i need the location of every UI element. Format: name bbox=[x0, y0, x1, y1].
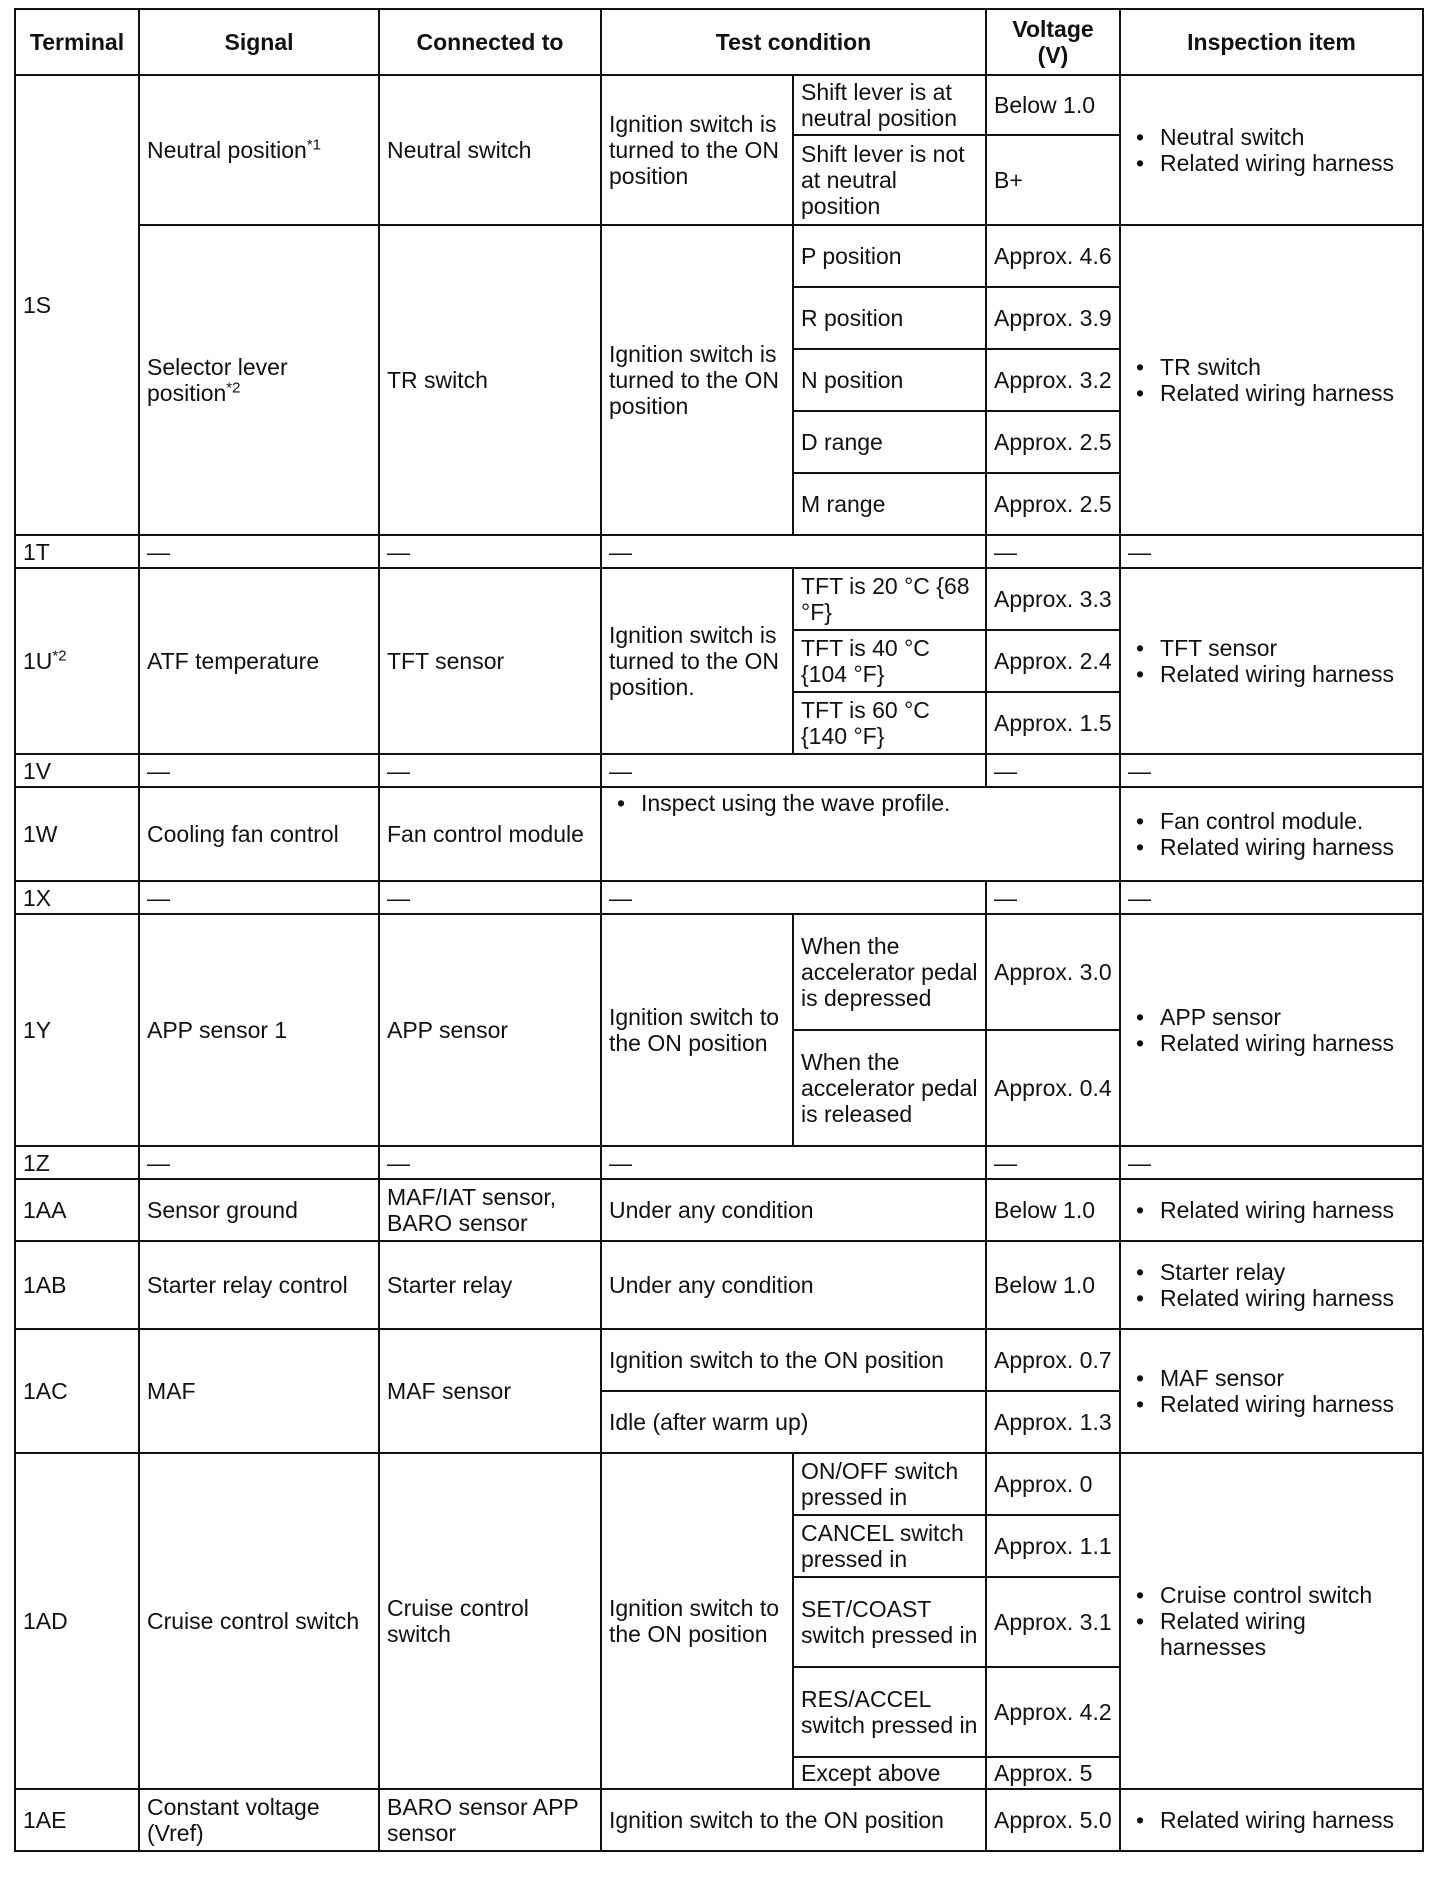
empty-dash: — bbox=[986, 535, 1120, 568]
connected-cell: MAF/IAT sensor, BARO sensor bbox=[379, 1179, 601, 1241]
sub-condition-cell: Shift lever is not at neutral position bbox=[793, 135, 986, 225]
empty-dash: — bbox=[1120, 535, 1423, 568]
empty-dash: — bbox=[601, 881, 986, 914]
condition-cell: Under any condition bbox=[601, 1241, 986, 1329]
terminal-cell: 1AC bbox=[15, 1329, 139, 1453]
connected-cell: APP sensor bbox=[379, 914, 601, 1146]
voltage-cell: B+ bbox=[986, 135, 1120, 225]
inspection-item: • Related wiring harness bbox=[1160, 1391, 1415, 1417]
empty-dash: — bbox=[1120, 881, 1423, 914]
condition-cell: Ignition switch is turned to the ON position bbox=[601, 75, 793, 225]
connected-cell: TR switch bbox=[379, 225, 601, 535]
condition-cell: Ignition switch to the ON position bbox=[601, 1329, 986, 1391]
inspection-item: • Related wiring harness bbox=[1160, 150, 1415, 176]
inspection-cell bbox=[1120, 75, 1423, 225]
inspection-item: • Related wiring harnesses bbox=[1160, 1608, 1415, 1660]
sub-condition-cell: Except above bbox=[793, 1757, 986, 1789]
sub-condition-cell: R position bbox=[793, 287, 986, 349]
connected-cell: BARO sensor APP sensor bbox=[379, 1789, 601, 1851]
terminal-inspection-sheet bbox=[14, 8, 1424, 1852]
inspection-cell bbox=[1120, 787, 1423, 881]
inspection-list bbox=[1128, 354, 1415, 406]
terminal-text: 1U bbox=[23, 648, 53, 674]
empty-dash: — bbox=[379, 535, 601, 568]
terminal-cell: 1AE bbox=[15, 1789, 139, 1851]
signal-cell bbox=[139, 225, 379, 535]
voltage-cell: Below 1.0 bbox=[986, 1179, 1120, 1241]
signal-cell bbox=[139, 75, 379, 225]
sub-condition-cell: P position bbox=[793, 225, 986, 287]
col-header-inspection-item: Inspection item bbox=[1120, 9, 1423, 75]
empty-dash: — bbox=[1120, 754, 1423, 787]
inspection-cell bbox=[1120, 1241, 1423, 1329]
terminal-cell: 1X bbox=[15, 881, 139, 914]
inspection-item: • MAF sensor bbox=[1160, 1365, 1415, 1391]
sub-condition-cell: SET/COAST switch pressed in bbox=[793, 1577, 986, 1667]
condition-cell: Ignition switch is turned to the ON position bbox=[601, 225, 793, 535]
empty-dash: — bbox=[379, 754, 601, 787]
inspection-item: • Related wiring harness bbox=[1160, 380, 1415, 406]
terminal-cell: 1V bbox=[15, 754, 139, 787]
inspection-cell bbox=[1120, 1179, 1423, 1241]
connected-cell: Fan control module bbox=[379, 787, 601, 881]
condition-cell: Ignition switch is turned to the ON position. bbox=[601, 568, 793, 754]
empty-dash: — bbox=[139, 754, 379, 787]
terminal-voltage-table bbox=[14, 8, 1424, 1852]
voltage-cell: Approx. 1.1 bbox=[986, 1515, 1120, 1577]
footnote-marker: *2 bbox=[226, 379, 241, 397]
terminal-cell: 1Y bbox=[15, 914, 139, 1146]
footnote-marker: *2 bbox=[52, 647, 67, 665]
inspection-item: • Related wiring harness bbox=[1160, 1197, 1415, 1223]
inspection-item: • Related wiring harness bbox=[1160, 1030, 1415, 1056]
inspection-list bbox=[1128, 1259, 1415, 1311]
inspection-item: • Starter relay bbox=[1160, 1259, 1415, 1285]
connected-cell: MAF sensor bbox=[379, 1329, 601, 1453]
table-row bbox=[15, 1179, 1423, 1241]
terminal-cell: 1AB bbox=[15, 1241, 139, 1329]
connected-cell: Neutral switch bbox=[379, 75, 601, 225]
voltage-cell: Approx. 2.5 bbox=[986, 411, 1120, 473]
voltage-cell: Approx. 5 bbox=[986, 1757, 1120, 1789]
terminal-cell: 1T bbox=[15, 535, 139, 568]
signal-cell: Starter relay control bbox=[139, 1241, 379, 1329]
voltage-cell: Approx. 3.3 bbox=[986, 568, 1120, 630]
empty-dash: — bbox=[139, 881, 379, 914]
inspection-item: • TFT sensor bbox=[1160, 635, 1415, 661]
sub-condition-cell: CANCEL switch pressed in bbox=[793, 1515, 986, 1577]
signal-cell: MAF bbox=[139, 1329, 379, 1453]
table-row bbox=[15, 535, 1423, 568]
sub-condition-cell: When the accelerator pedal is depressed bbox=[793, 914, 986, 1030]
inspection-item: • Related wiring harness bbox=[1160, 834, 1415, 860]
table-row bbox=[15, 1329, 1423, 1391]
inspection-list bbox=[1128, 1365, 1415, 1417]
empty-dash: — bbox=[986, 1146, 1120, 1179]
condition-cell: Ignition switch to the ON position bbox=[601, 914, 793, 1146]
inspection-cell bbox=[1120, 225, 1423, 535]
table-row bbox=[15, 1146, 1423, 1179]
voltage-cell: Approx. 2.4 bbox=[986, 630, 1120, 692]
inspection-item: • Related wiring harness bbox=[1160, 661, 1415, 687]
sub-condition-cell: RES/ACCEL switch pressed in bbox=[793, 1667, 986, 1757]
signal-cell: Sensor ground bbox=[139, 1179, 379, 1241]
voltage-cell: Below 1.0 bbox=[986, 1241, 1120, 1329]
voltage-cell: Approx. 0.4 bbox=[986, 1030, 1120, 1146]
sub-condition-cell: D range bbox=[793, 411, 986, 473]
voltage-cell: Approx. 3.9 bbox=[986, 287, 1120, 349]
empty-dash: — bbox=[139, 535, 379, 568]
sub-condition-cell: TFT is 40 °C {104 °F} bbox=[793, 630, 986, 692]
inspection-item: • Related wiring harness bbox=[1160, 1807, 1415, 1833]
col-header-terminal: Terminal bbox=[15, 9, 139, 75]
voltage-cell: Approx. 1.3 bbox=[986, 1391, 1120, 1453]
sub-condition-cell: When the accelerator pedal is released bbox=[793, 1030, 986, 1146]
connected-cell: Starter relay bbox=[379, 1241, 601, 1329]
connected-cell: TFT sensor bbox=[379, 568, 601, 754]
empty-dash: — bbox=[986, 754, 1120, 787]
table-row bbox=[15, 1453, 1423, 1515]
inspection-list bbox=[1128, 124, 1415, 176]
col-header-signal: Signal bbox=[139, 9, 379, 75]
inspection-list bbox=[1128, 1807, 1415, 1833]
table-row bbox=[15, 225, 1423, 287]
table-row bbox=[15, 75, 1423, 135]
condition-list bbox=[609, 790, 1112, 816]
table-row bbox=[15, 1241, 1423, 1329]
signal-text: Selector lever position bbox=[147, 354, 288, 406]
inspection-list bbox=[1128, 1004, 1415, 1056]
inspection-item: • Cruise control switch bbox=[1160, 1582, 1415, 1608]
empty-dash: — bbox=[1120, 1146, 1423, 1179]
inspection-list bbox=[1128, 808, 1415, 860]
terminal-cell: 1S bbox=[15, 75, 139, 535]
table-row bbox=[15, 914, 1423, 1030]
inspection-cell bbox=[1120, 1453, 1423, 1789]
condition-cell: Ignition switch to the ON position bbox=[601, 1789, 986, 1851]
condition-cell: Ignition switch to the ON position bbox=[601, 1453, 793, 1789]
inspection-cell bbox=[1120, 1329, 1423, 1453]
voltage-cell: Approx. 0 bbox=[986, 1453, 1120, 1515]
empty-dash: — bbox=[601, 535, 986, 568]
signal-cell: APP sensor 1 bbox=[139, 914, 379, 1146]
empty-dash: — bbox=[379, 1146, 601, 1179]
empty-dash: — bbox=[601, 754, 986, 787]
footnote-marker: *1 bbox=[306, 136, 321, 154]
signal-cell: Cruise control switch bbox=[139, 1453, 379, 1789]
voltage-cell: Approx. 0.7 bbox=[986, 1329, 1120, 1391]
condition-cell: Under any condition bbox=[601, 1179, 986, 1241]
col-header-voltage: Voltage (V) bbox=[986, 9, 1120, 75]
terminal-cell bbox=[15, 568, 139, 754]
header-row bbox=[15, 9, 1423, 75]
condition-item: • Inspect using the wave profile. bbox=[641, 790, 1112, 816]
inspection-cell bbox=[1120, 1789, 1423, 1851]
connected-cell: Cruise control switch bbox=[379, 1453, 601, 1789]
voltage-cell: Approx. 3.2 bbox=[986, 349, 1120, 411]
empty-dash: — bbox=[379, 881, 601, 914]
table-row bbox=[15, 881, 1423, 914]
sub-condition-cell: ON/OFF switch pressed in bbox=[793, 1453, 986, 1515]
voltage-cell: Approx. 4.6 bbox=[986, 225, 1120, 287]
table-row bbox=[15, 787, 1423, 881]
signal-text: Neutral position bbox=[147, 137, 307, 163]
inspection-item: • Neutral switch bbox=[1160, 124, 1415, 150]
empty-dash: — bbox=[139, 1146, 379, 1179]
voltage-cell: Approx. 4.2 bbox=[986, 1667, 1120, 1757]
voltage-cell: Below 1.0 bbox=[986, 75, 1120, 135]
voltage-cell: Approx. 3.0 bbox=[986, 914, 1120, 1030]
inspection-item: • Fan control module. bbox=[1160, 808, 1415, 834]
sub-condition-cell: TFT is 60 °C {140 °F} bbox=[793, 692, 986, 754]
inspection-list bbox=[1128, 1197, 1415, 1223]
inspection-item: • Related wiring harness bbox=[1160, 1285, 1415, 1311]
table-row bbox=[15, 1789, 1423, 1851]
terminal-cell: 1AD bbox=[15, 1453, 139, 1789]
terminal-cell: 1AA bbox=[15, 1179, 139, 1241]
voltage-cell: Approx. 2.5 bbox=[986, 473, 1120, 535]
signal-cell: Cooling fan control bbox=[139, 787, 379, 881]
inspection-item: • APP sensor bbox=[1160, 1004, 1415, 1030]
signal-cell: Constant voltage (Vref) bbox=[139, 1789, 379, 1851]
inspection-cell bbox=[1120, 914, 1423, 1146]
condition-cell: Idle (after warm up) bbox=[601, 1391, 986, 1453]
col-header-connected-to: Connected to bbox=[379, 9, 601, 75]
inspection-item: • TR switch bbox=[1160, 354, 1415, 380]
terminal-cell: 1W bbox=[15, 787, 139, 881]
voltage-cell: Approx. 1.5 bbox=[986, 692, 1120, 754]
signal-cell: ATF temperature bbox=[139, 568, 379, 754]
sub-condition-cell: TFT is 20 °C {68 °F} bbox=[793, 568, 986, 630]
inspection-cell bbox=[1120, 568, 1423, 754]
terminal-cell: 1Z bbox=[15, 1146, 139, 1179]
inspection-list bbox=[1128, 1582, 1415, 1660]
table-row bbox=[15, 568, 1423, 630]
sub-condition-cell: N position bbox=[793, 349, 986, 411]
sub-condition-cell: M range bbox=[793, 473, 986, 535]
condition-cell bbox=[601, 787, 1120, 881]
empty-dash: — bbox=[986, 881, 1120, 914]
empty-dash: — bbox=[601, 1146, 986, 1179]
table-row bbox=[15, 754, 1423, 787]
voltage-cell: Approx. 5.0 bbox=[986, 1789, 1120, 1851]
inspection-list bbox=[1128, 635, 1415, 687]
voltage-cell: Approx. 3.1 bbox=[986, 1577, 1120, 1667]
col-header-test-condition: Test condition bbox=[601, 9, 986, 75]
sub-condition-cell: Shift lever is at neutral position bbox=[793, 75, 986, 135]
